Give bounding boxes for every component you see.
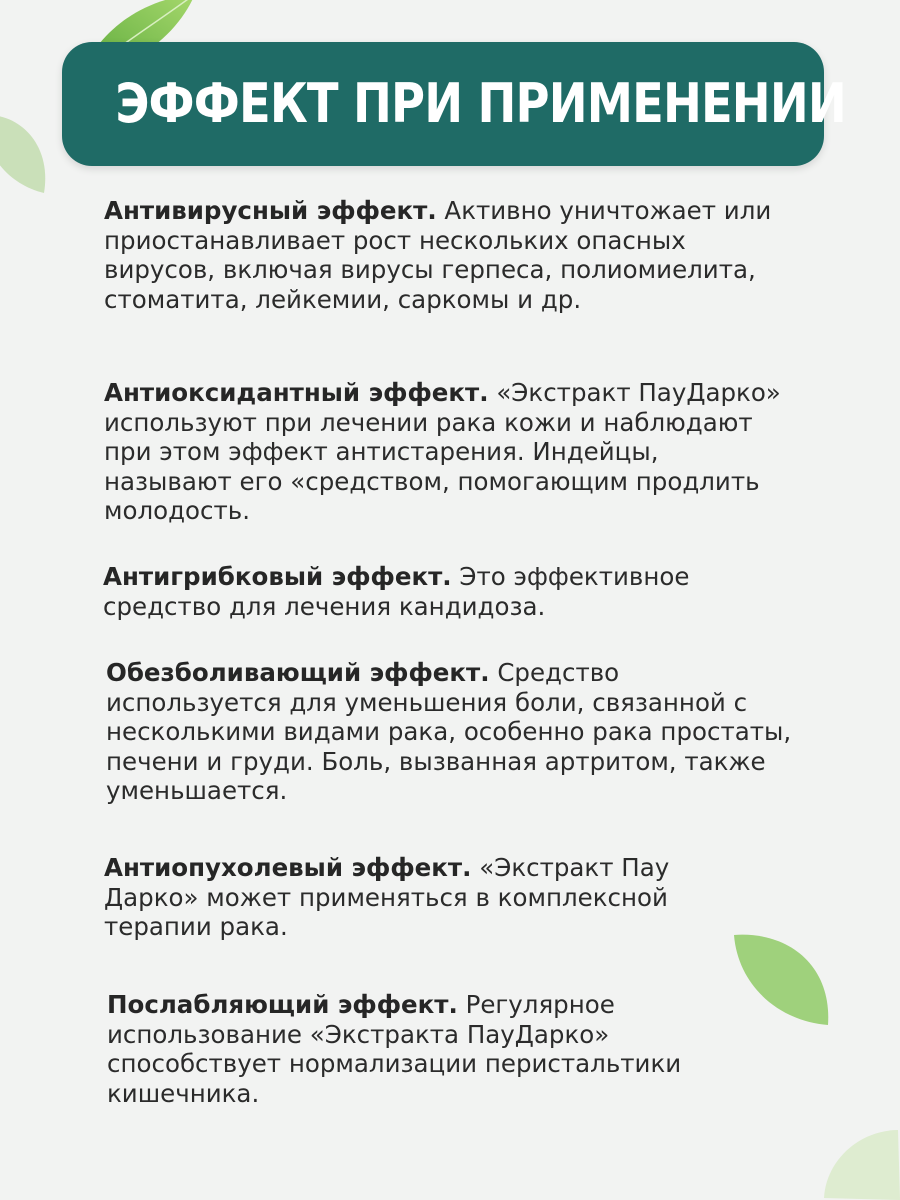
effect-description: Активно уничтожает или приостанавливает рост нескольких опасных вирусов, включая вирусы герпеса, полиомиелита, стоматита, лейкемии, саркомы и др. [104, 196, 772, 314]
effect-name: Антиопухолевый эффект. [104, 853, 472, 882]
leaf-image [820, 1120, 900, 1200]
effect-name: Антиоксидантный эффект. [104, 378, 489, 407]
effect-description: Средство используется для уменьшения боли, связанной с несколькими видами рака, особенно рака простаты, печени и груди. Боль, вызванная артритом, также уменьшается. [106, 658, 792, 805]
effect-description: «Экстракт Пау Дарко» может применяться в комплексной терапии рака. [104, 853, 670, 941]
effect-description: «Экстракт ПауДарко» используют при лечении рака кожи и наблюдают при этом эффект антистарения. Индейцы, называют его «средством, помогающим продлить молодость. [104, 378, 781, 525]
effect-antifungal [103, 562, 743, 621]
effect-description: Регулярное использование «Экстракта ПауДарко» способствует нормализации перистальтики кишечника. [107, 990, 682, 1108]
effect-antioxidant [104, 378, 794, 526]
effect-name: Обезболивающий эффект. [106, 658, 490, 687]
effect-description: Это эффективное средство для лечения кандидоза. [103, 562, 690, 621]
effect-name: Послабляющий эффект. [107, 990, 458, 1019]
effect-name: Антигрибковый эффект. [103, 562, 452, 591]
header-banner [62, 42, 846, 166]
effect-antiviral [104, 196, 794, 314]
effect-laxative [107, 990, 767, 1108]
effect-analgesic [106, 658, 798, 806]
effect-name: Антивирусный эффект. [104, 196, 437, 225]
leaf-image [0, 105, 60, 200]
effect-antitumor [104, 853, 744, 942]
page-title: ЭФФЕКТ ПРИ ПРИМЕНЕНИИ [115, 72, 846, 135]
